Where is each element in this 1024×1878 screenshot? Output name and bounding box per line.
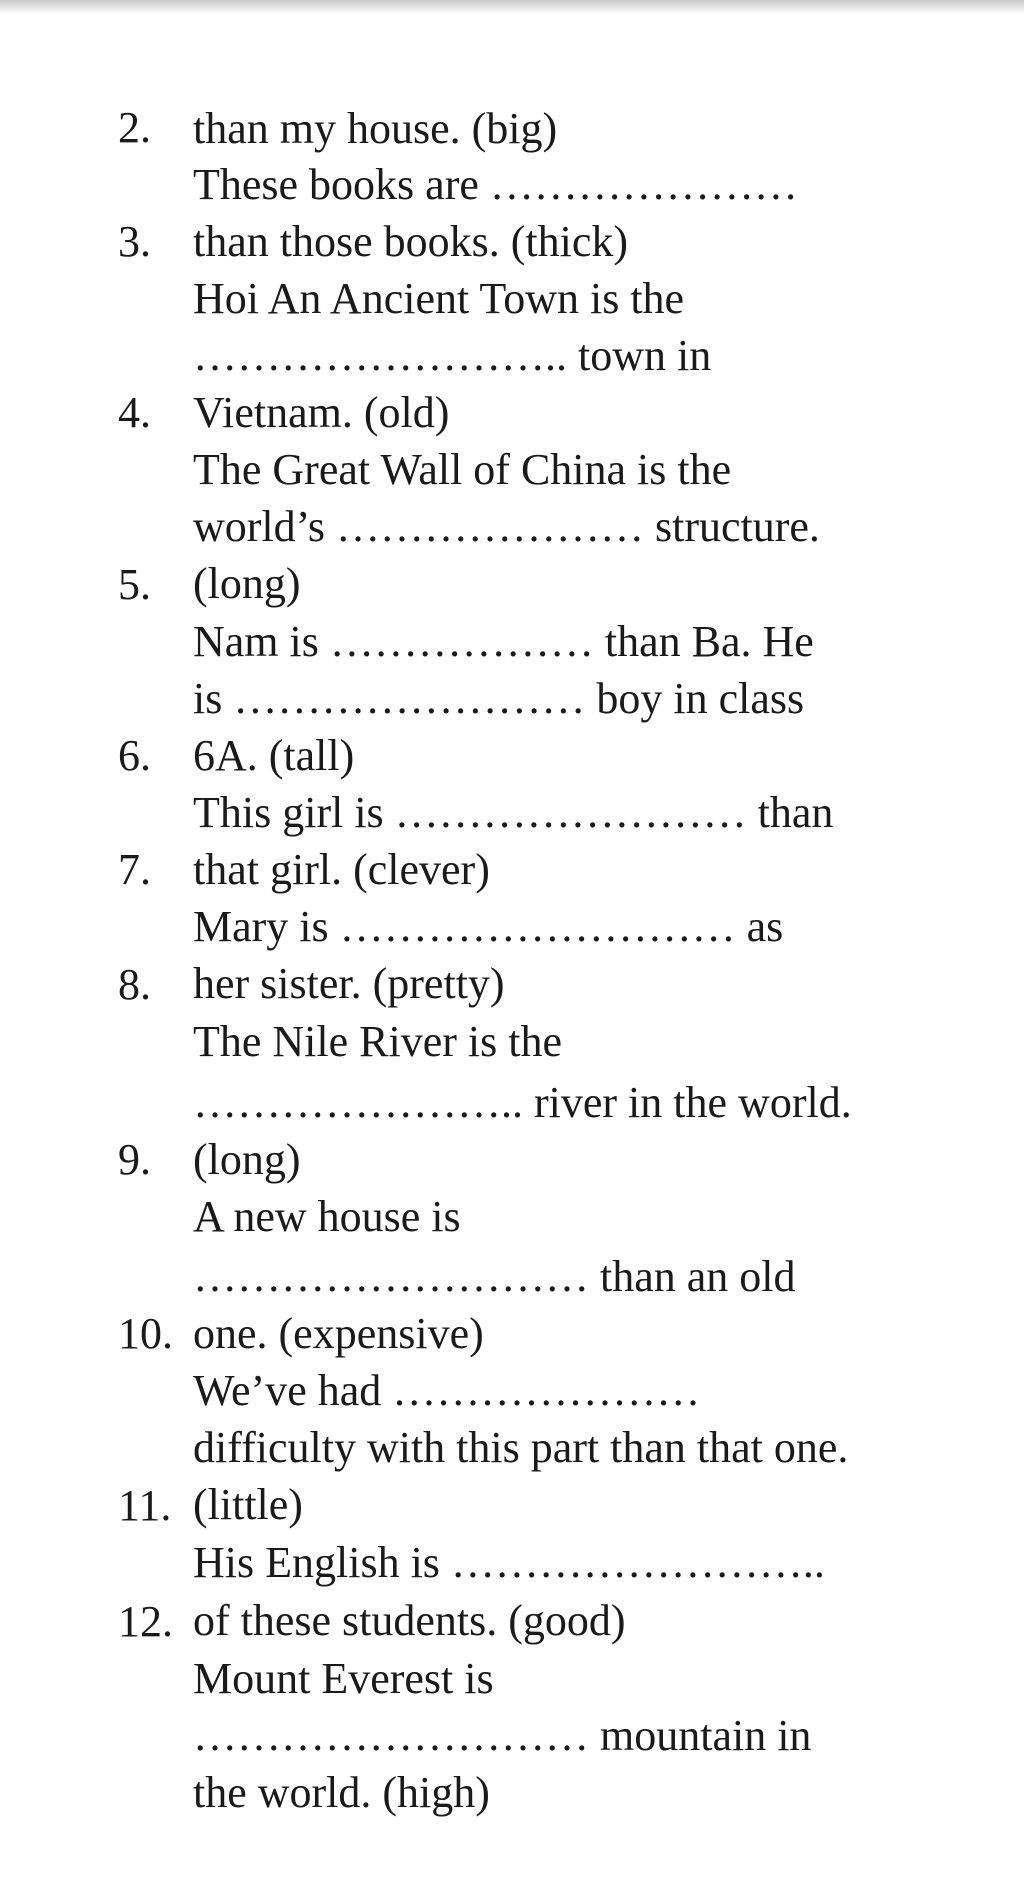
item-text: Mary is ……………………… as — [193, 902, 784, 951]
item-text: Hoi An Ancient Town is the — [193, 274, 685, 323]
item-text: These books are ………………… — [193, 160, 798, 209]
item-number: 9. — [118, 1135, 151, 1184]
item-number: 12. — [118, 1597, 173, 1646]
item-text: difficulty with this part than that one. — [193, 1423, 849, 1472]
item-text: the world. (high) — [193, 1768, 490, 1817]
item-number: 2. — [118, 103, 151, 152]
item-text: world’s ………………… structure. — [193, 502, 820, 551]
item-text: (long) — [193, 1135, 301, 1184]
item-text: This girl is …………………… than — [193, 788, 834, 837]
item-number: 3. — [118, 217, 151, 266]
item-text: ……………………… than an old — [193, 1252, 796, 1301]
item-text: Nam is ……………… than Ba. He — [193, 617, 814, 666]
item-number: 8. — [118, 960, 151, 1009]
item-text: ……………………… mountain in — [193, 1711, 812, 1760]
item-number: 5. — [118, 560, 151, 609]
item-text: The Nile River is the — [193, 1017, 563, 1066]
item-text: than those books. (thick) — [193, 217, 629, 266]
item-number: 7. — [118, 845, 151, 894]
item-text: that girl. (clever) — [193, 845, 490, 894]
item-number: 6. — [118, 731, 151, 780]
item-text: her sister. (pretty) — [193, 959, 505, 1008]
item-text: Vietnam. (old) — [193, 388, 450, 437]
item-text: A new house is — [193, 1192, 461, 1241]
item-text: The Great Wall of China is the — [193, 445, 732, 494]
item-text: We’ve had ………………… — [193, 1366, 701, 1415]
item-text: of these students. (good) — [193, 1596, 626, 1645]
item-text: 6A. (tall) — [193, 731, 355, 780]
item-text: (little) — [193, 1480, 303, 1529]
item-text: (long) — [193, 559, 301, 608]
item-text: …………………….. town in — [193, 331, 712, 380]
item-text: His English is …………………….. — [193, 1538, 825, 1587]
item-number: 4. — [118, 388, 151, 437]
item-text: one. (expensive) — [193, 1309, 484, 1358]
viewport-top-shadow — [0, 0, 1024, 14]
item-text: is …………………… boy in class — [193, 674, 805, 723]
item-number: 10. — [118, 1309, 173, 1358]
item-number: 11. — [118, 1481, 172, 1530]
item-text: ………………….. river in the world. — [193, 1078, 852, 1127]
item-text: than my house. (big) — [193, 104, 558, 153]
item-text: Mount Everest is — [193, 1654, 494, 1703]
